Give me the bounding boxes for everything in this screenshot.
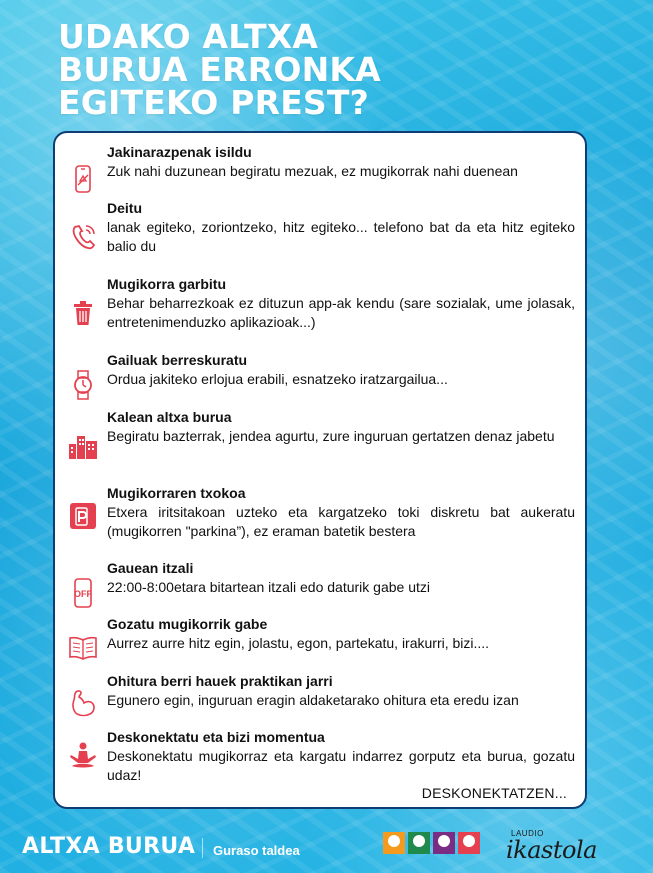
muscle-icon [67,686,99,718]
city-icon [67,430,99,462]
svg-text:OFF: OFF [74,589,92,599]
tip-title: Gozatu mugikorrik gabe [107,616,268,632]
phone-off-icon [67,577,99,609]
tip-description: Egunero egin, inguruan eragin aldaketarako ohitura eta eredu izan [107,692,519,708]
logo-square-green [408,832,430,854]
footer-divider [202,838,203,858]
title-line-3: EGITEKO PREST? [58,83,369,122]
ikastola-logo-mark [383,832,480,854]
tips-card [53,131,587,809]
logo-wordmark: ikastola [506,836,597,864]
meditation-icon [67,740,99,772]
watch-icon [67,369,99,401]
title-line-2: BURUA ERRONKA [58,50,381,89]
trash-icon [67,297,99,329]
page-title [58,17,381,122]
tip-description: Zuk nahi duzunean begiratu mezuak, ez mugikorrak nahi duenean [107,163,518,179]
logo-square-red [458,832,480,854]
footer-subtitle: Guraso taldea [213,843,300,858]
tip-description: Begiratu bazterrak, jendea agurtu, zure inguruan gertatzen denaz jabetu [107,428,555,444]
tip-description: Deskonektatu mugikorraz eta kargatu indarrez gorputz eta burua, gozatu udaz! [107,748,575,783]
logo-square-purple [433,832,455,854]
footer-brand: ALTXA BURUA [22,834,196,859]
tip-title: Deitu [107,200,142,216]
tip-description: lanak egiteko, zoriontzeko, hitz egiteko... telefono bat da eta hitz egiteko balio du [107,219,575,254]
book-icon [67,631,99,663]
tip-title: Gauean itzali [107,560,194,576]
logo-town: LAUDIO [511,829,544,838]
phone-call-icon [67,221,99,253]
tip-title: Kalean altxa burua [107,409,232,425]
muted-phone-icon [67,163,99,195]
tip-description: Ordua jakiteko erlojua erabili, esnatzeko iratzargailua... [107,371,448,387]
closing-text: DESKONEKTATZEN... [421,785,567,801]
parking-icon [67,500,99,532]
tip-description: Behar beharrezkoak ez dituzun app-ak kendu (sare sozialak, ume jolasak, entretenimenduzko aplikazioak...) [107,295,575,330]
tip-description: 22:00-8:00etara bitartean itzali edo daturik gabe utzi [107,579,430,595]
tip-title: Mugikorra garbitu [107,276,227,292]
tip-title: Ohitura berri hauek praktikan jarri [107,673,333,689]
tip-title: Gailuak berreskuratu [107,352,248,368]
tip-title: Deskonektatu eta bizi momentua [107,729,325,745]
tip-description: Etxera iritsitakoan uzteko eta kargatzeko toki diskretu bat aukeratu (mugikorren "parkina”), ez eraman batetik bestera [107,504,575,539]
title-line-1: UDAKO ALTXA [58,17,319,56]
tip-description: Aurrez aurre hitz egin, jolastu, egon, partekatu, irakurri, bizi.... [107,635,490,651]
tip-title: Jakinarazpenak isildu [107,144,252,160]
logo-square-orange [383,832,405,854]
tip-title: Mugikorraren txokoa [107,485,246,501]
